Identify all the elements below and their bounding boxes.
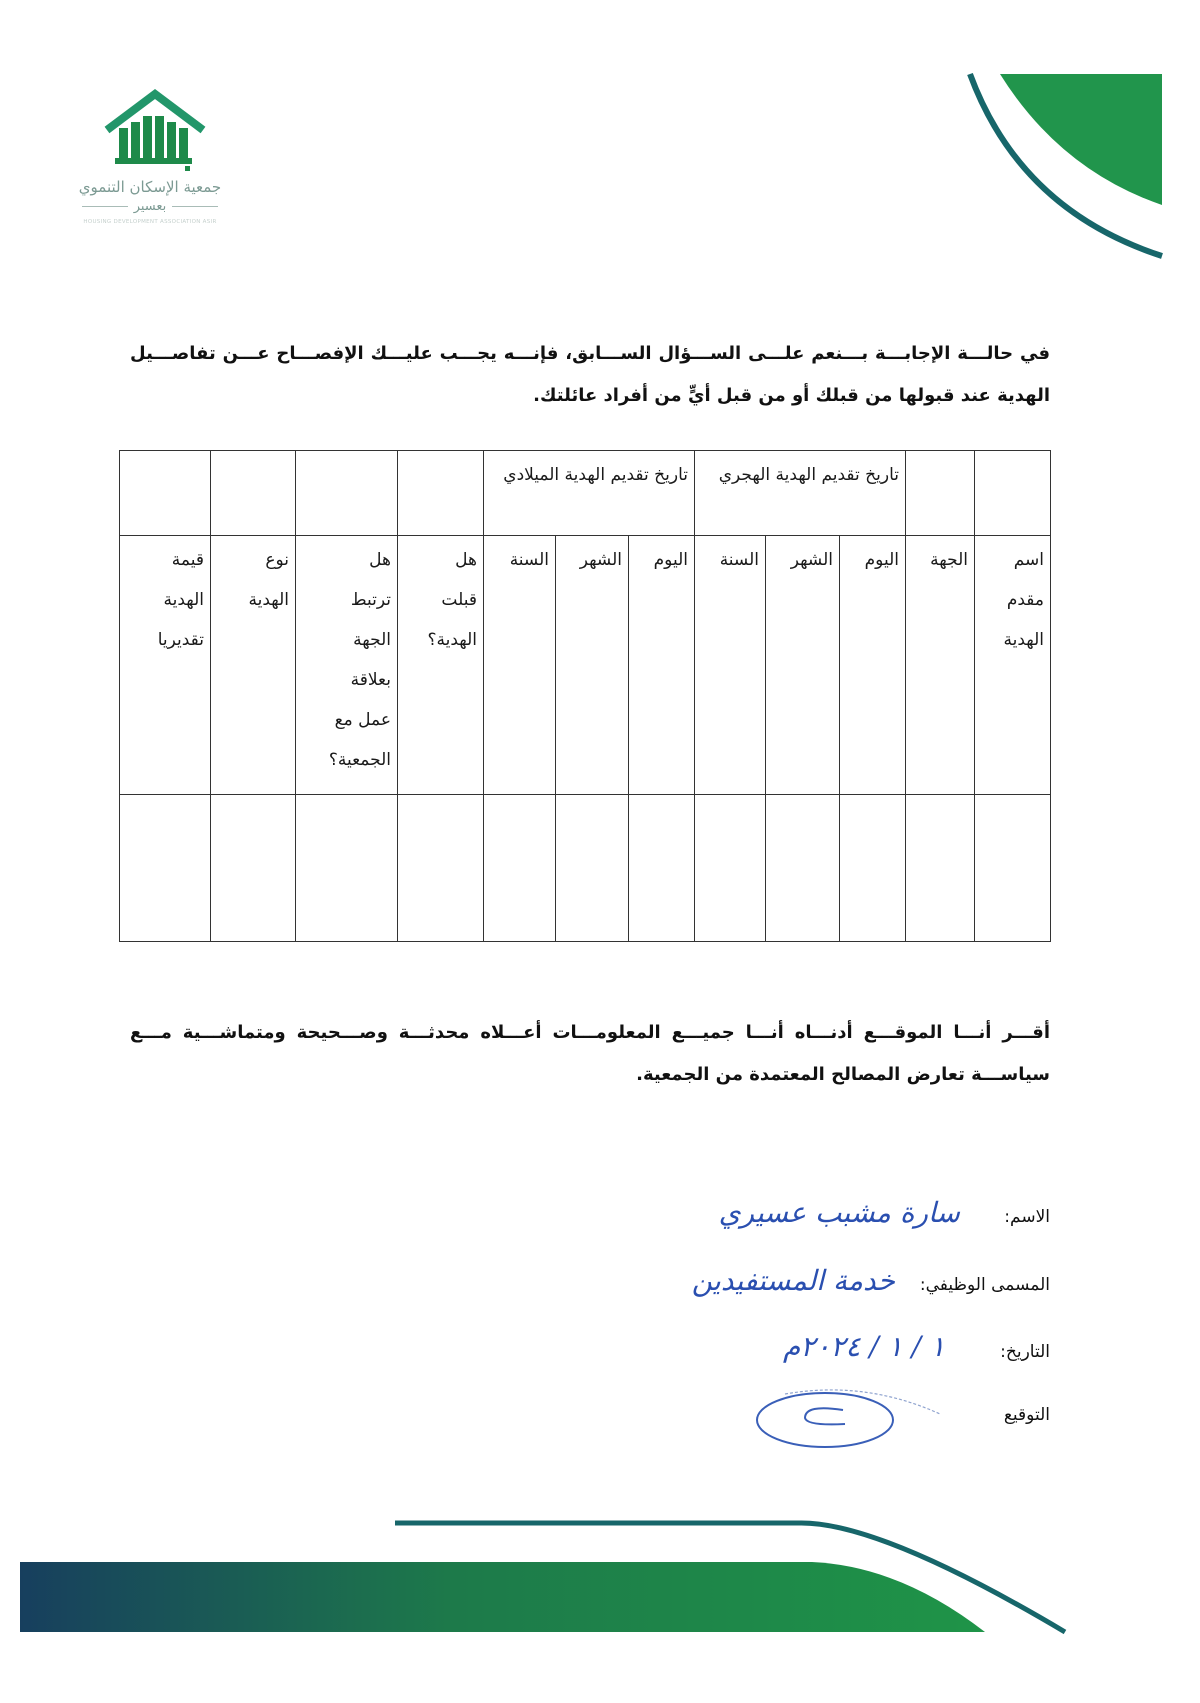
col-header-text: الشهر <box>790 550 833 570</box>
signature-label: التوقيع <box>1003 1405 1050 1425</box>
intro-paragraph: في حالـــة الإجابـــة بـــنعم علـــى الســـؤال الســـابق، فإنـــه يجـــب عليـــك الإفصـــاح عـــن تفاصـــيل الهدية عند قبولها من قبلك أو من قبل أيٍّ من أفراد عائلتك. <box>130 343 1050 406</box>
group-header-blank <box>296 451 398 536</box>
group-header-blank <box>906 451 975 536</box>
col-header-hijri-year <box>695 536 766 795</box>
table-cell[interactable] <box>975 795 1051 942</box>
group-header-hijri-date <box>695 451 906 536</box>
col-header-gift-type <box>211 536 296 795</box>
group-header-blank <box>120 451 211 536</box>
table-group-header-row <box>120 451 1051 536</box>
gift-disclosure-table <box>119 450 1051 942</box>
group-header-blank <box>975 451 1051 536</box>
col-header-text: اسم مقدم الهدية <box>1003 550 1044 650</box>
organization-logo <box>45 86 255 236</box>
table-cell[interactable] <box>695 795 766 942</box>
table-cell[interactable] <box>766 795 840 942</box>
table-cell[interactable] <box>906 795 975 942</box>
date-value[interactable]: ١ / ١ / ٢٠٢٤م <box>782 1330 945 1363</box>
group-header-gregorian-date <box>484 451 695 536</box>
col-header-text: السنة <box>509 550 549 570</box>
gregorian-date-label: تاريخ تقديم الهدية الميلادي <box>503 465 688 485</box>
corner-green-shape <box>1000 74 1162 205</box>
signature-mark[interactable] <box>745 1384 945 1454</box>
footer-decoration <box>0 1500 1200 1660</box>
hijri-date-label: تاريخ تقديم الهدية الهجري <box>718 465 899 485</box>
group-header-blank <box>211 451 296 536</box>
table-cell[interactable] <box>120 795 211 942</box>
col-header-giver-name <box>975 536 1051 795</box>
group-header-blank <box>398 451 484 536</box>
col-header-text: اليوم <box>653 550 688 570</box>
col-header-gregorian-month <box>556 536 629 795</box>
col-header-text: نوع الهدية <box>248 550 289 610</box>
col-header-text: قيمة الهدية تقديريا <box>157 550 204 650</box>
table-cell[interactable] <box>484 795 556 942</box>
col-header-text: السنة <box>719 550 759 570</box>
col-header-hijri-month <box>766 536 840 795</box>
table-row <box>120 795 1051 942</box>
table-column-header-row <box>120 536 1051 795</box>
house-logo-icon <box>45 86 255 176</box>
table-cell[interactable] <box>556 795 629 942</box>
job-title-value[interactable]: خدمة المستفيدين <box>691 1264 895 1297</box>
col-header-work-relation <box>296 536 398 795</box>
col-header-text: هل قبلت الهدية؟ <box>427 550 477 650</box>
logo-org-name: جمعية الإسكان التنموي <box>78 178 222 196</box>
job-title-label: المسمى الوظيفي: <box>919 1275 1050 1295</box>
footer-green-band <box>20 1562 985 1632</box>
col-header-hijri-day <box>840 536 906 795</box>
col-header-gregorian-year <box>484 536 556 795</box>
table-cell[interactable] <box>296 795 398 942</box>
signature-scribble-icon <box>745 1384 945 1454</box>
declaration-paragraph: أقـــر أنـــا الموقـــع أدنـــاه أنـــا جميـــع المعلومـــات أعـــلاه محدثـــة وصـــحيحة ومتماشـــية مـــع سياســـة تعارض المصالح المعتمدة من الجمعية. <box>130 1022 1050 1085</box>
col-header-gift-value <box>120 536 211 795</box>
table-cell[interactable] <box>211 795 296 942</box>
col-header-text: اليوم <box>864 550 899 570</box>
corner-decoration <box>930 60 1200 270</box>
col-header-entity <box>906 536 975 795</box>
logo-org-city: بعسير <box>45 199 255 214</box>
name-label: الاسم: <box>1004 1207 1050 1227</box>
col-header-text: الشهر <box>579 550 622 570</box>
col-header-gregorian-day <box>629 536 695 795</box>
name-value[interactable]: سارة مشبب عسيري <box>718 1196 960 1229</box>
table-cell[interactable] <box>398 795 484 942</box>
table-cell[interactable] <box>629 795 695 942</box>
col-header-text: الجهة <box>930 550 968 570</box>
table-cell[interactable] <box>840 795 906 942</box>
date-label: التاريخ: <box>1000 1342 1050 1362</box>
logo-org-name-en: HOUSING DEVELOPMENT ASSOCIATION ASIR <box>83 219 217 225</box>
col-header-text: هل ترتبط الجهة بعلاقة عمل مع الجمعية؟ <box>328 550 391 770</box>
col-header-gift-accepted <box>398 536 484 795</box>
